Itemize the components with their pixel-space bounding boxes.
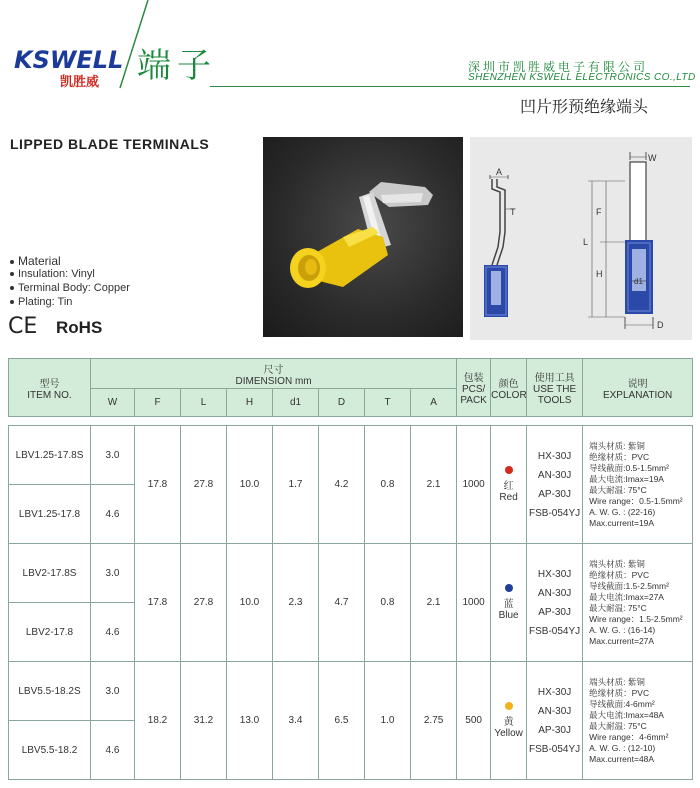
material-plating: Plating: Tin (10, 296, 72, 308)
cell-T: 1.0 (365, 662, 411, 780)
col-L: L (181, 389, 227, 417)
product-title: LIPPED BLADE TERMINALS (10, 136, 210, 152)
cell-H: 13.0 (227, 662, 273, 780)
cell-A: 2.1 (411, 544, 457, 662)
cell-pack: 500 (457, 662, 491, 780)
spec-table (8, 358, 693, 780)
cell-D: 4.2 (319, 426, 365, 544)
diagram-label-F: F (596, 207, 602, 217)
cell-color: 蓝 Blue (491, 544, 527, 662)
yellow-dot-icon (505, 702, 513, 710)
cell-color: 红 Red (491, 426, 527, 544)
diagram-label-d1: d1 (634, 277, 643, 286)
company-name-en: SHENZHEN KSWELL ELECTRONICS CO.,LTD (468, 72, 696, 83)
dimension-diagram (470, 137, 692, 340)
item-no: LBV5.5-18.2S (9, 662, 91, 721)
col-F: F (135, 389, 181, 417)
cell-L: 31.2 (181, 662, 227, 780)
header-dimension: 尺寸 DIMENSION mm (91, 359, 457, 389)
header-explanation: 说明 EXPLANATION (583, 359, 693, 417)
col-T: T (365, 389, 411, 417)
cell-A: 2.1 (411, 426, 457, 544)
diagram-label-A: A (496, 167, 503, 177)
cell-d1: 3.4 (273, 662, 319, 780)
rohs-mark: RoHS (56, 318, 103, 337)
cell-T: 0.8 (365, 426, 411, 544)
ce-mark: CE (8, 314, 38, 339)
header-pack: 包装 PCS/ PACK (457, 359, 491, 417)
cell-W: 3.0 (91, 426, 135, 485)
blue-dot-icon (505, 584, 513, 592)
material-body: Terminal Body: Copper (10, 282, 130, 294)
cell-L: 27.8 (181, 426, 227, 544)
page-title-cn: 端子 (137, 46, 217, 86)
col-D: D (319, 389, 365, 417)
col-H: H (227, 389, 273, 417)
cell-tools: HX-30J AN-30J AP-30J FSB-054YJ (527, 544, 583, 662)
cell-W: 3.0 (91, 544, 135, 603)
cell-tools: HX-30J AN-30J AP-30J FSB-054YJ (527, 426, 583, 544)
product-subtitle-cn: 凹片形预绝缘端头 (520, 97, 649, 116)
diagram-label-D: D (657, 320, 664, 330)
col-A: A (411, 389, 457, 417)
table-row (9, 544, 693, 603)
diagram-label-W: W (648, 153, 657, 163)
cell-W: 3.0 (91, 662, 135, 721)
item-no: LBV1.25-17.8S (9, 426, 91, 485)
cell-A: 2.75 (411, 662, 457, 780)
material-insulation: Insulation: Vinyl (10, 268, 95, 280)
table-row (9, 662, 693, 721)
cell-F: 18.2 (135, 662, 181, 780)
cell-L: 27.8 (181, 544, 227, 662)
cell-pack: 1000 (457, 544, 491, 662)
table-row (9, 426, 693, 485)
cell-pack: 1000 (457, 426, 491, 544)
cell-explanation: 端头材质: 紫铜 绝缘材质：PVC 导线截面:4-6mm² 最大电流:Imax=48A 最大耐温: 75°C Wire range：4-6mm² A. W. G. : (12-10) Max.current=48A (583, 662, 693, 780)
cell-color: 黄 Yellow (491, 662, 527, 780)
col-W: W (91, 389, 135, 417)
cell-d1: 1.7 (273, 426, 319, 544)
cell-W: 4.6 (91, 603, 135, 662)
cell-T: 0.8 (365, 544, 411, 662)
cell-explanation: 端头材质: 紫铜 绝缘材质：PVC 导线截面:0.5-1.5mm² 最大电流:Imax=19A 最大耐温: 75°C Wire range：0.5-1.5mm² A. W. G. : (22-16) Max.current=19A (583, 426, 693, 544)
header-divider (210, 86, 690, 87)
brand-logo: KSWELL (14, 46, 124, 74)
cell-W: 4.6 (91, 485, 135, 544)
cell-D: 6.5 (319, 662, 365, 780)
header-item: 型号 ITEM NO. (9, 359, 91, 417)
product-photo (263, 137, 463, 337)
diagram-label-T: T (510, 207, 516, 217)
header-tools: 使用工具 USE THE TOOLS (527, 359, 583, 417)
cell-H: 10.0 (227, 544, 273, 662)
cell-D: 4.7 (319, 544, 365, 662)
item-no: LBV2-17.8 (9, 603, 91, 662)
item-no: LBV1.25-17.8 (9, 485, 91, 544)
red-dot-icon (505, 466, 513, 474)
company-name-cn: 深圳市凯胜威电子有限公司 (468, 60, 649, 74)
cell-tools: HX-30J AN-30J AP-30J FSB-054YJ (527, 662, 583, 780)
cell-F: 17.8 (135, 426, 181, 544)
cell-W: 4.6 (91, 721, 135, 780)
diagram-label-H: H (596, 269, 603, 279)
cell-d1: 2.3 (273, 544, 319, 662)
diagram-label-L: L (583, 237, 589, 247)
cell-F: 17.8 (135, 544, 181, 662)
col-d1: d1 (273, 389, 319, 417)
material-heading: Material (10, 254, 61, 268)
item-no: LBV2-17.8S (9, 544, 91, 603)
header-color: 颜色 COLOR (491, 359, 527, 417)
brand-logo-cn: 凯胜威 (60, 75, 100, 90)
item-no: LBV5.5-18.2 (9, 721, 91, 780)
cell-explanation: 端头材质: 紫铜 绝缘材质：PVC 导线截面:1.5-2.5mm² 最大电流:Imax=27A 最大耐温: 75°C Wire range：1.5-2.5mm² A. W. G. : (16-14) Max.current=27A (583, 544, 693, 662)
cell-H: 10.0 (227, 426, 273, 544)
